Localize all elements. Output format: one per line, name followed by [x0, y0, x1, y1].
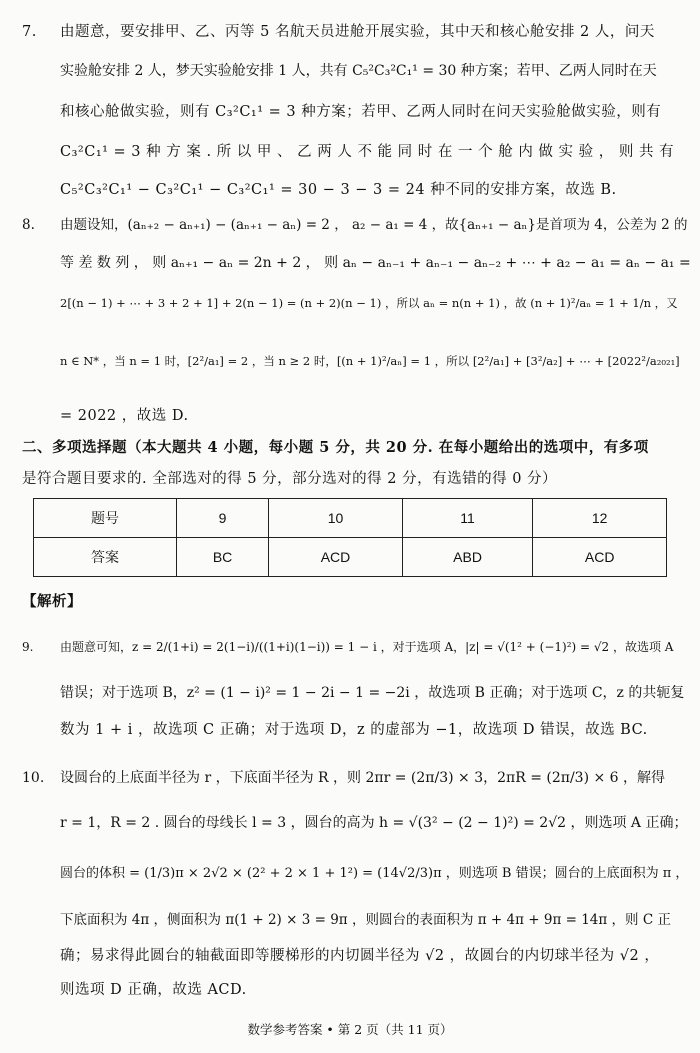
table-cell: ACD [533, 538, 667, 577]
table-cell: 9 [177, 499, 269, 538]
page-footer: 数学参考答案 • 第 2 页（共 11 页） [247, 1022, 453, 1037]
q10-line-3: 圆台的体积 = (1/3)π × 2√2 × (2² + 2 × 1 + 1²) = (14√2/3)π ，则选项 B 错误；圆台的上底面积为 π ， [60, 866, 689, 881]
section-heading: 二、多项选择题（本大题共 4 小题，每小题 5 分，共 20 分. 在每小题给出的选项中，有多项 [22, 439, 649, 456]
q10-line-2: r = 1，R = 2 . 圆台的母线长 l = 3 ，圆台的高为 h = √(3² − (2 − 1)²) = 2√2 ，则选项 A 正确； [60, 815, 688, 831]
q8-line-5: = 2022 ，故选 D. [60, 408, 189, 424]
q7-line-3: 和核心舱做实验，则有 C₃²C₁¹ = 3 种方案；若甲、乙两人同时在问天实验舱做实验，则有 [60, 104, 662, 120]
table-header-cell: 答案 [34, 538, 177, 577]
table-row [34, 538, 667, 577]
q7-line-4: C₃²C₁¹ = 3 种 方 案 . 所 以 甲 、 乙 两 人 不 能 同 时 在 一 个 舱 内 做 实 验 ， 则 共 有 [60, 144, 675, 160]
table-cell: 11 [402, 499, 533, 538]
q8-line-3: 2[(n − 1) + ⋯ + 3 + 2 + 1] + 2(n − 1) = (n + 2)(n − 1) ，所以 aₙ = n(n + 1) ，故 (n + 1)²/aₙ = 1 + 1/n ，又 [60, 296, 678, 310]
table-cell: BC [177, 538, 269, 577]
section-instruction: 是符合题目要求的. 全部选对的得 5 分，部分选对的得 2 分，有选错的得 0 分） [22, 471, 558, 487]
q10-line-1: 10. 设圆台的上底面半径为 r ，下底面半径为 R ，则 2πr = (2π/3) × 3，2πR = (2π/3) × 6 ，解得 [22, 770, 666, 786]
table-cell: ACD [269, 538, 403, 577]
answer-table [33, 498, 667, 577]
q10-line-5: 确；易求得此圆台的轴截面即等腰梯形的内切圆半径为 √2 ，故圆台的内切球半径为 √2 ， [60, 948, 660, 964]
q8-line-4: n ∈ N* ，当 n = 1 时，[2²/a₁] = 2 ，当 n ≥ 2 时，[(n + 1)²/aₙ] = 1 ，所以 [2²/a₁] + [3²/a₂] + ⋯ + [2022²/a₂₀₂₁] [60, 354, 680, 368]
q9-line-1: 9. 由题意可知，z = 2/(1+i) = 2(1−i)/((1+i)(1−i)) = 1 − i ，对于选项 A，|z| = √(1² + (−1)²) = √2 ，故选项 A [22, 640, 674, 654]
table-row [34, 499, 667, 538]
q8-line-2: 等 差 数 列 ， 则 aₙ₊₁ − aₙ = 2n + 2 ， 则 aₙ − aₙ₋₁ + aₙ₋₁ − aₙ₋₂ + ⋯ + a₂ − a₁ = aₙ − a₁ = [60, 255, 691, 271]
table-cell: 12 [533, 499, 667, 538]
table-cell: ABD [402, 538, 533, 577]
table-cell: 10 [269, 499, 403, 538]
table-header-cell: 题号 [34, 499, 177, 538]
analysis-heading: 【解析】 [22, 593, 82, 610]
q9-line-3: 数为 1 + i ，故选项 C 正确；对于选项 D，z 的虚部为 −1，故选项 D 错误，故选 BC. [60, 722, 648, 738]
q7-line-1: 7. 由题意，要安排甲、乙、丙等 5 名航天员进舱开展实验，其中天和核心舱安排 2 人，问天 [22, 24, 655, 40]
q7-line-2: 实验舱安排 2 人，梦天实验舱安排 1 人，共有 C₅²C₃²C₁¹ = 30 种方案；若甲、乙两人同时在天 [60, 63, 657, 79]
q8-line-1: 8. 由题设知，(aₙ₊₂ − aₙ₊₁) − (aₙ₊₁ − aₙ) = 2 ， a₂ − a₁ = 4 ，故{aₙ₊₁ − aₙ}是首项为 4，公差为 2 的 [22, 217, 688, 233]
q9-line-2: 错误；对于选项 B，z² = (1 − i)² = 1 − 2i − 1 = −2i ，故选项 B 正确；对于选项 C，z 的共轭复 [60, 685, 685, 701]
q10-line-4: 下底面积为 4π ，侧面积为 π(1 + 2) × 3 = 9π ，则圆台的表面积为 π + 4π + 9π = 14π ，则 C 正 [60, 912, 671, 928]
q7-line-5: C₅²C₃²C₁¹ − C₃²C₁¹ − C₃²C₁¹ = 30 − 3 − 3 = 24 种不同的安排方案，故选 B. [60, 182, 617, 198]
q10-line-6: 则选项 D 正确，故选 ACD. [60, 982, 247, 998]
